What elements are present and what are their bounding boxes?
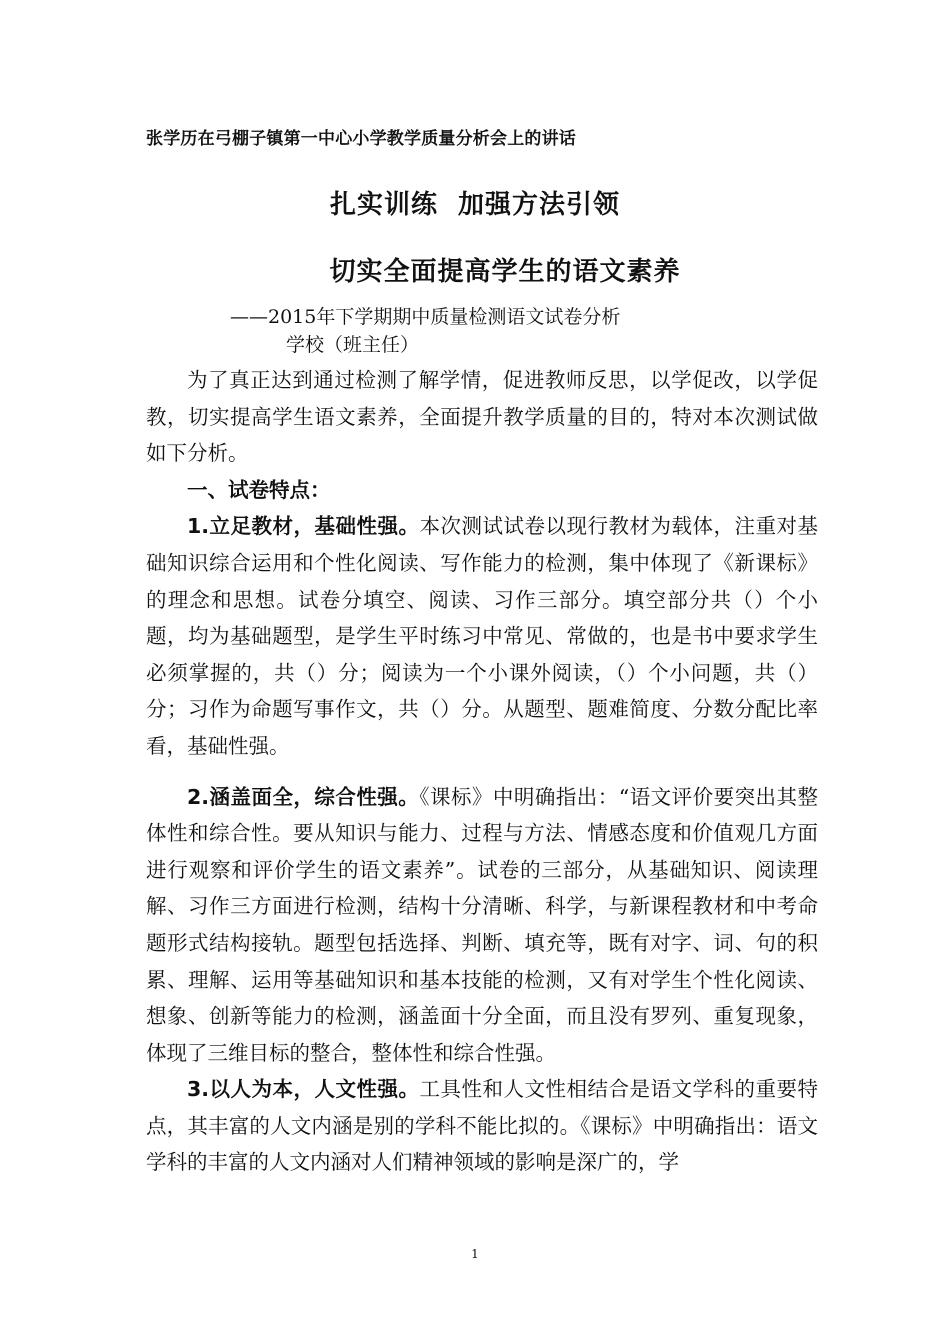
section-heading: 一、试卷特点：: [187, 477, 331, 502]
paragraph-1-text: 本次测试试卷以现行教材为载体，注重对基础知识综合运用和个性化阅读、写作能力的检测，集中体现了《新课标》的理念和思想。试卷分填空、阅读、习作三部分。填空部分共（）个小题，均为基础题型，是学生平时练习中常见、常做的，也是书中要求学生必须掌握的，共（）分；阅读为一个小课外阅读，（）个小问题，共（）分；习作为命题写事作文，共（）分。从题型、题难简度、分数分配比率看，基础性强。: [146, 514, 818, 758]
paragraph-1: [146, 508, 818, 764]
intro-paragraph: 为了真正达到通过检测了解学情，促进教师反思，以学促改，以学促教，切实提高学生语文素养，全面提升教学质量的目的，特对本次测试做如下分析。: [146, 368, 818, 466]
paragraph-2: [146, 779, 818, 1072]
paragraph-3: [146, 1071, 818, 1181]
paragraph-3-text: 工具性和人文性相结合是语文学科的重要特点，其丰富的人文内涵是别的学科不能比拟的。《课标》中明确指出：语文学科的丰富的人文内涵对人们精神领域的影响是深广的，学: [146, 1077, 818, 1175]
speech-heading: 张学历在弓棚子镇第一中心小学教学质量分析会上的讲话: [146, 129, 576, 149]
page-number: 1: [471, 1247, 479, 1261]
paragraph-2-text: 《课标》中明确指出：“语文评价要突出其整体性和综合性。要从知识与能力、过程与方法、情感态度和价值观几方面进行观察和评价学生的语文素养”。试卷的三部分，从基础知识、阅读理解、习作三方面进行检测，结构十分清晰、科学，与新课程教材和中考命题形式结构接轨。题型包括选择、判断、填充等，既有对字、词、句的积累、理解、运用等基础知识和基本技能的检测，又有对学生个性化阅读、想象、创新等能力的检测，涵盖面十分全面，而且没有罗列、重复现象，体现了三维目标的整合，整体性和综合性强。: [146, 784, 818, 1065]
paragraph-2-heading: 2.涵盖面全，综合性强。: [187, 784, 420, 809]
paragraph-1-heading: 1.立足教材，基础性强。: [187, 514, 420, 539]
school-label: 学校（班主任）: [286, 334, 420, 356]
document-body: [146, 362, 818, 1181]
document-title-line2: 切实全面提高学生的语文素养: [329, 257, 681, 287]
document-title-line1: 扎实训练 加强方法引领: [329, 190, 621, 220]
paragraph-3-heading: 3.以人为本，人文性强。: [187, 1077, 420, 1102]
document-subtitle: ——2015年下学期期中质量检测语文试卷分析: [230, 306, 621, 328]
